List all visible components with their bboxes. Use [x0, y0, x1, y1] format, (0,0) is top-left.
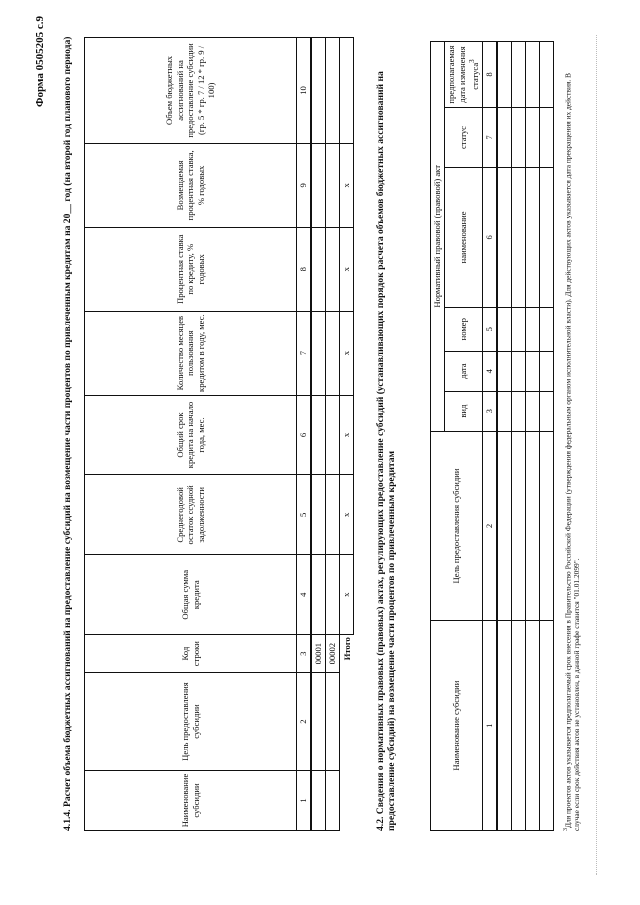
data-cell[interactable] — [540, 307, 554, 351]
data-cell[interactable] — [497, 307, 512, 351]
col-number: 3 — [297, 635, 312, 673]
footnote — [562, 51, 581, 831]
data-cell[interactable] — [311, 143, 326, 227]
header-row — [431, 42, 445, 831]
data-cell[interactable] — [526, 391, 540, 431]
data-cell[interactable] — [512, 431, 526, 621]
x-mark: x — [340, 555, 354, 635]
data-cell[interactable] — [497, 351, 512, 391]
col-number: 7 — [483, 108, 498, 168]
data-cell[interactable] — [540, 621, 554, 831]
header-cell: номер — [445, 307, 483, 351]
col-number: 7 — [297, 311, 312, 395]
col-number: 3 — [483, 391, 498, 431]
row-code: 00002 — [326, 635, 340, 673]
header-cell: вид — [445, 391, 483, 431]
data-cell[interactable] — [311, 555, 326, 635]
data-cell[interactable] — [326, 143, 340, 227]
data-cell[interactable] — [526, 167, 540, 307]
data-cell[interactable] — [512, 108, 526, 168]
x-mark: x — [340, 227, 354, 311]
legal-acts-table — [430, 41, 554, 831]
data-cell[interactable] — [326, 38, 340, 144]
col-number: 2 — [297, 673, 312, 771]
footnote-mark: 3 — [563, 828, 569, 831]
header-cell: Количество месяцев пользования кредитом в году, мес. — [85, 311, 297, 395]
data-cell[interactable] — [512, 307, 526, 351]
data-cell[interactable] — [497, 431, 512, 621]
col-number: 4 — [297, 555, 312, 635]
data-cell[interactable] — [540, 108, 554, 168]
data-cell[interactable] — [326, 673, 340, 771]
x-mark: x — [340, 311, 354, 395]
data-cell[interactable] — [526, 307, 540, 351]
table-row — [497, 42, 512, 831]
col-number: 5 — [483, 307, 498, 351]
col-number: 6 — [483, 167, 498, 307]
data-cell[interactable] — [526, 42, 540, 108]
header-cell: Код строки — [85, 635, 297, 673]
total-value-cell[interactable] — [340, 38, 354, 144]
col-number: 1 — [483, 621, 498, 831]
data-cell[interactable] — [326, 555, 340, 635]
col-number: 9 — [297, 143, 312, 227]
data-cell[interactable] — [512, 621, 526, 831]
header-cell: Наименование субсидии — [85, 771, 297, 831]
status-date-label: предполагаемая дата изменения статуса — [446, 45, 481, 104]
data-cell[interactable] — [526, 431, 540, 621]
header-cell: Объем бюджетных ассигнований на предоставление субсидии (гр. 5 * гр. 7 / 12 * гр. 9 / 100) — [85, 38, 297, 144]
row-code: 00001 — [311, 635, 326, 673]
data-cell[interactable] — [540, 42, 554, 108]
table-row — [540, 42, 554, 831]
header-cell: Цель предоставления субсидии — [85, 673, 297, 771]
data-cell[interactable] — [326, 475, 340, 555]
header-cell: дата — [445, 351, 483, 391]
data-cell[interactable] — [497, 621, 512, 831]
data-cell[interactable] — [497, 167, 512, 307]
header-cell: Наименование субсидии — [431, 621, 483, 831]
data-cell[interactable] — [540, 431, 554, 621]
total-row — [340, 38, 354, 831]
data-cell[interactable] — [512, 167, 526, 307]
data-cell[interactable] — [326, 771, 340, 831]
data-cell[interactable] — [311, 38, 326, 144]
subsidy-calculation-table — [84, 37, 354, 831]
table-row — [512, 42, 526, 831]
data-cell[interactable] — [311, 227, 326, 311]
table-row — [526, 42, 540, 831]
footnote-text: Для проектов актов указывается предполагаемый срок внесения в Правительство Российской Федерации (утверждения федеральным органом исполнительной власти). Для действующих актов указывается дата прекращения их действия. В случае если срок действия актов не установлен, в данной графе ставится "01.01.2099". — [563, 73, 582, 831]
column-number-row — [483, 42, 498, 831]
data-cell[interactable] — [512, 351, 526, 391]
section-1-title: 4.1.4. Расчет объема бюджетных ассигнований на предоставление субсидий на возмещение части процентов по привлеченным кредитам на 20__ год (на второй год планового периода) — [62, 36, 73, 831]
data-cell[interactable] — [526, 621, 540, 831]
col-number: 4 — [483, 351, 498, 391]
table-row — [326, 38, 340, 831]
col-number: 10 — [297, 38, 312, 144]
col-number: 2 — [483, 431, 498, 621]
data-cell[interactable] — [311, 771, 326, 831]
data-cell[interactable] — [512, 391, 526, 431]
x-mark: x — [340, 475, 354, 555]
col-number: 1 — [297, 771, 312, 831]
data-cell[interactable] — [311, 673, 326, 771]
x-mark: x — [340, 143, 354, 227]
form-number: Форма 0505205 с.9 — [34, 16, 46, 107]
header-row — [85, 38, 297, 831]
header-cell: Общая сумма кредита — [85, 555, 297, 635]
header-cell: Среднегодовой остаток ссудной задолженности — [85, 475, 297, 555]
col-number: 5 — [297, 475, 312, 555]
section-2-title: 4.2. Сведения о нормативных правовых (правовых) актах, регулирующих предоставление субсидий (устанавливающих порядок расчета объемов бюджетных ассигнований на предоставление субсидий) на возмещение части процентов по привлеченным кредитам — [375, 71, 397, 831]
data-cell[interactable] — [326, 311, 340, 395]
column-number-row — [297, 38, 312, 831]
header-cell: наименование — [445, 167, 483, 307]
data-cell[interactable] — [512, 42, 526, 108]
data-cell[interactable] — [497, 42, 512, 108]
col-number: 8 — [483, 42, 498, 108]
data-cell[interactable] — [497, 108, 512, 168]
header-cell: Цель предоставления субсидии — [431, 431, 483, 621]
header-cell: Процентная ставка по кредиту, % годовых — [85, 227, 297, 311]
footnote-ref: 3 — [468, 59, 477, 63]
col-number: 8 — [297, 227, 312, 311]
data-cell[interactable] — [326, 227, 340, 311]
header-cell: Нормативный правовой (правовой) акт — [431, 42, 445, 432]
col-number: 6 — [297, 395, 312, 475]
header-cell: Возмещаемая процентная ставка, % годовых — [85, 143, 297, 227]
data-cell[interactable] — [540, 391, 554, 431]
data-cell[interactable] — [311, 475, 326, 555]
header-cell: Общий срок кредита на начало года, мес. — [85, 395, 297, 475]
data-cell[interactable] — [497, 391, 512, 431]
header-cell: статус — [445, 108, 483, 168]
data-cell[interactable] — [526, 351, 540, 391]
data-cell[interactable] — [326, 395, 340, 475]
data-cell[interactable] — [540, 351, 554, 391]
data-cell[interactable] — [311, 311, 326, 395]
data-cell[interactable] — [311, 395, 326, 475]
scan-artifact-line — [596, 35, 597, 875]
data-cell[interactable] — [526, 108, 540, 168]
table-row — [311, 38, 326, 831]
data-cell[interactable] — [540, 167, 554, 307]
x-mark: x — [340, 395, 354, 475]
total-label: Итого — [340, 635, 354, 831]
header-cell — [445, 42, 483, 108]
